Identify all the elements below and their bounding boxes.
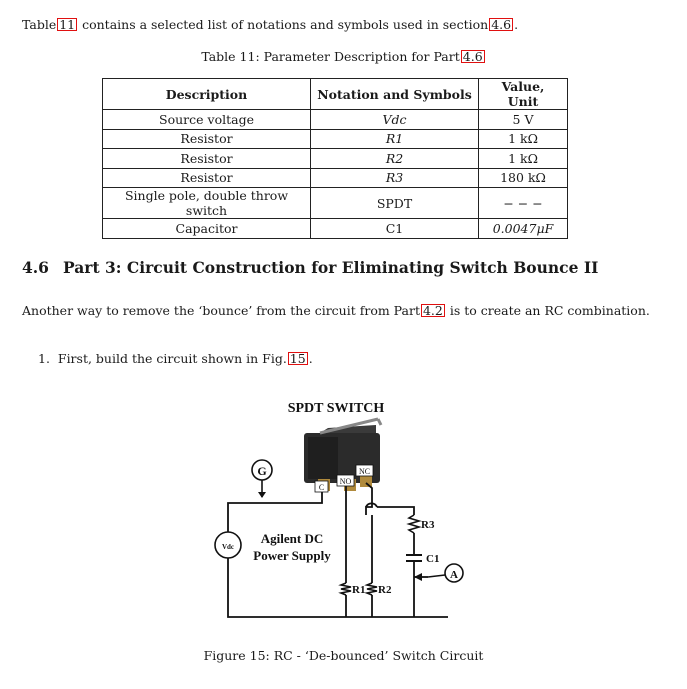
- cell-notation: R3: [311, 168, 479, 188]
- table-row: [103, 168, 568, 188]
- supply-label-line1: Agilent DC: [260, 531, 324, 546]
- section-ref-link[interactable]: 4.6: [491, 17, 512, 32]
- cell-description: Resistor: [103, 149, 311, 169]
- figure-caption: Figure 15: RC - ‘De-bounced’ Switch Circuit: [203, 648, 484, 663]
- cell-notation: Vdc: [311, 110, 479, 130]
- r3-label: R3: [421, 519, 435, 531]
- pin-no-label: NO: [339, 477, 352, 486]
- cell-value: 1 kΩ: [479, 129, 568, 149]
- switch-title: SPDT SWITCH: [287, 401, 385, 416]
- section-number: 4.6: [22, 258, 49, 277]
- table-caption: [0, 49, 687, 64]
- table-row: [103, 129, 568, 149]
- pin-nc-label: NC: [358, 467, 371, 476]
- cell-notation: SPDT: [311, 188, 479, 219]
- table-header-row: [103, 79, 568, 110]
- list-item-text: First, build the circuit shown in Fig.: [57, 351, 287, 366]
- cell-notation: R1: [311, 129, 479, 149]
- intro-text-end: .: [514, 17, 519, 32]
- section-heading: [22, 258, 598, 277]
- list-item: [38, 351, 313, 366]
- table-row: [103, 149, 568, 169]
- r2-resistor-icon: [367, 583, 377, 595]
- cell-description: Resistor: [103, 129, 311, 149]
- r1-label: R1: [352, 584, 366, 596]
- r2-label: R2: [378, 584, 392, 596]
- cell-notation: C1: [311, 219, 479, 239]
- figure-ref-link[interactable]: 15: [289, 351, 306, 366]
- supply-label-line2: Power Supply: [253, 548, 331, 563]
- cell-value: 0.0047μF: [479, 219, 568, 239]
- paragraph-text: Another way to remove the ‘bounce’ from the circuit from Part: [22, 303, 420, 318]
- cell-notation: R2: [311, 149, 479, 169]
- ammeter-label: A: [450, 569, 458, 581]
- header-notation: Notation and Symbols: [311, 79, 479, 110]
- intro-sentence: [22, 17, 518, 32]
- section-title: Part 3: Circuit Construction for Eliminating Switch Bounce II: [63, 258, 599, 277]
- source-label: Vdc: [221, 543, 235, 551]
- circuit-diagram: [200, 395, 480, 625]
- part-ref-link[interactable]: 4.2: [422, 303, 443, 318]
- header-description: Description: [103, 79, 311, 110]
- table-caption-ref-link[interactable]: 4.6: [462, 49, 483, 64]
- header-value: Value, Unit: [479, 79, 568, 110]
- paragraph-text-end: is to create an RC combination.: [445, 303, 650, 318]
- intro-text-middle: contains a selected list of notations and symbols used in section: [78, 17, 489, 32]
- cell-description: Resistor: [103, 168, 311, 188]
- list-item-text-end: .: [308, 351, 313, 366]
- cell-value: − − −: [479, 188, 568, 219]
- cell-description: Capacitor: [103, 219, 311, 239]
- capacitor-icon: [406, 555, 422, 561]
- table-row: [103, 110, 568, 130]
- table-row: [103, 188, 568, 219]
- table-caption-text: Table 11: Parameter Description for Part: [201, 49, 460, 64]
- cell-description: Single pole, double throw switch: [103, 188, 311, 219]
- cell-value: 5 V: [479, 110, 568, 130]
- table-row: [103, 219, 568, 239]
- cell-description: Source voltage: [103, 110, 311, 130]
- ground-label: G: [257, 464, 267, 478]
- c1-label: C1: [426, 553, 440, 565]
- intro-text: Table: [22, 17, 57, 32]
- body-paragraph: [22, 303, 650, 318]
- r1-resistor-icon: [341, 583, 351, 595]
- r3-resistor-icon: [409, 515, 419, 533]
- pin-c-label: C: [318, 483, 325, 492]
- cell-value: 180 kΩ: [479, 168, 568, 188]
- cell-value: 1 kΩ: [479, 149, 568, 169]
- list-item-number: 1.: [38, 351, 50, 366]
- parameter-table: [102, 78, 568, 239]
- table-ref-link[interactable]: 11: [59, 17, 76, 32]
